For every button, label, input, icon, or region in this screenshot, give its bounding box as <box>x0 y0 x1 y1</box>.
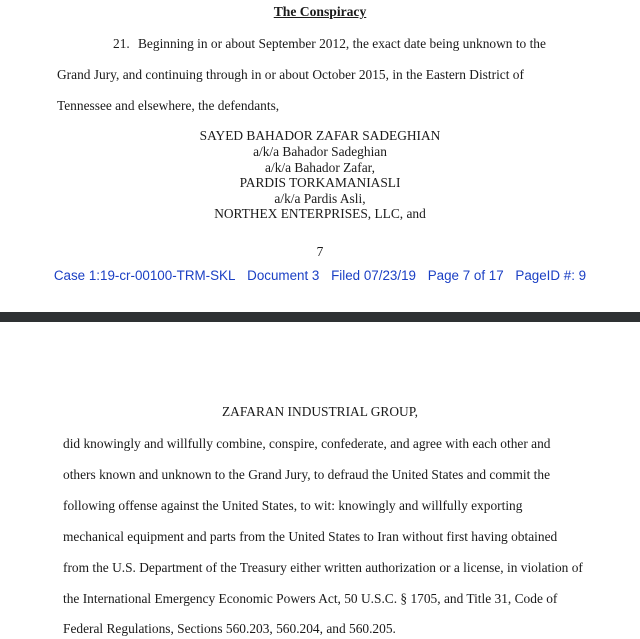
defendant-alias: a/k/a Pardis Asli, <box>274 191 366 206</box>
body-line: the International Emergency Economic Powers Act, 50 U.S.C. § 1705, and Title 31, Code of <box>63 591 558 606</box>
defendant-alias: a/k/a Bahador Zafar, <box>265 160 375 175</box>
paragraph-line-1: Beginning in or about September 2012, the exact date being unknown to the <box>138 36 546 51</box>
document-page-top <box>0 0 640 312</box>
body-line: from the U.S. Department of the Treasury either written authorization or a license, in violation of <box>63 560 583 575</box>
defendant-name: ZAFARAN INDUSTRIAL GROUP, <box>221 404 419 419</box>
section-heading: The Conspiracy <box>273 4 367 19</box>
case-header <box>0 268 640 283</box>
body-line: Federal Regulations, Sections 560.203, 560.204, and 560.205. <box>63 621 396 636</box>
paragraph-number: 21. <box>113 36 130 51</box>
defendant-name: PARDIS TORKAMANIASLI <box>239 175 401 190</box>
page-divider <box>0 312 640 322</box>
page-count: Page 7 of 17 <box>427 268 504 283</box>
case-number: Case 1:19-cr-00100-TRM-SKL <box>53 268 236 283</box>
paragraph-line-3: Tennessee and elsewhere, the defendants, <box>57 98 280 113</box>
body-line: following offense against the United States, to wit: knowingly and willfully exporting <box>63 498 523 513</box>
page-id: PageID #: 9 <box>515 268 587 283</box>
page-number: 7 <box>316 244 324 259</box>
document-number: Document 3 <box>247 268 320 283</box>
defendant-alias: a/k/a Bahador Sadeghian <box>253 144 387 159</box>
filed-date: Filed 07/23/19 <box>331 268 416 283</box>
body-line: did knowingly and willfully combine, conspire, confederate, and agree with each other and <box>63 436 551 451</box>
paragraph-line-2: Grand Jury, and continuing through in or about October 2015, in the Eastern District of <box>57 67 524 82</box>
defendant-name: NORTHEX ENTERPRISES, LLC, and <box>214 206 426 221</box>
defendant-name: SAYED BAHADOR ZAFAR SADEGHIAN <box>199 128 441 143</box>
body-line: others known and unknown to the Grand Jury, to defraud the United States and commit the <box>63 467 551 482</box>
document-page-bottom <box>0 322 640 639</box>
body-line: mechanical equipment and parts from the United States to Iran without first having obtained <box>63 529 558 544</box>
